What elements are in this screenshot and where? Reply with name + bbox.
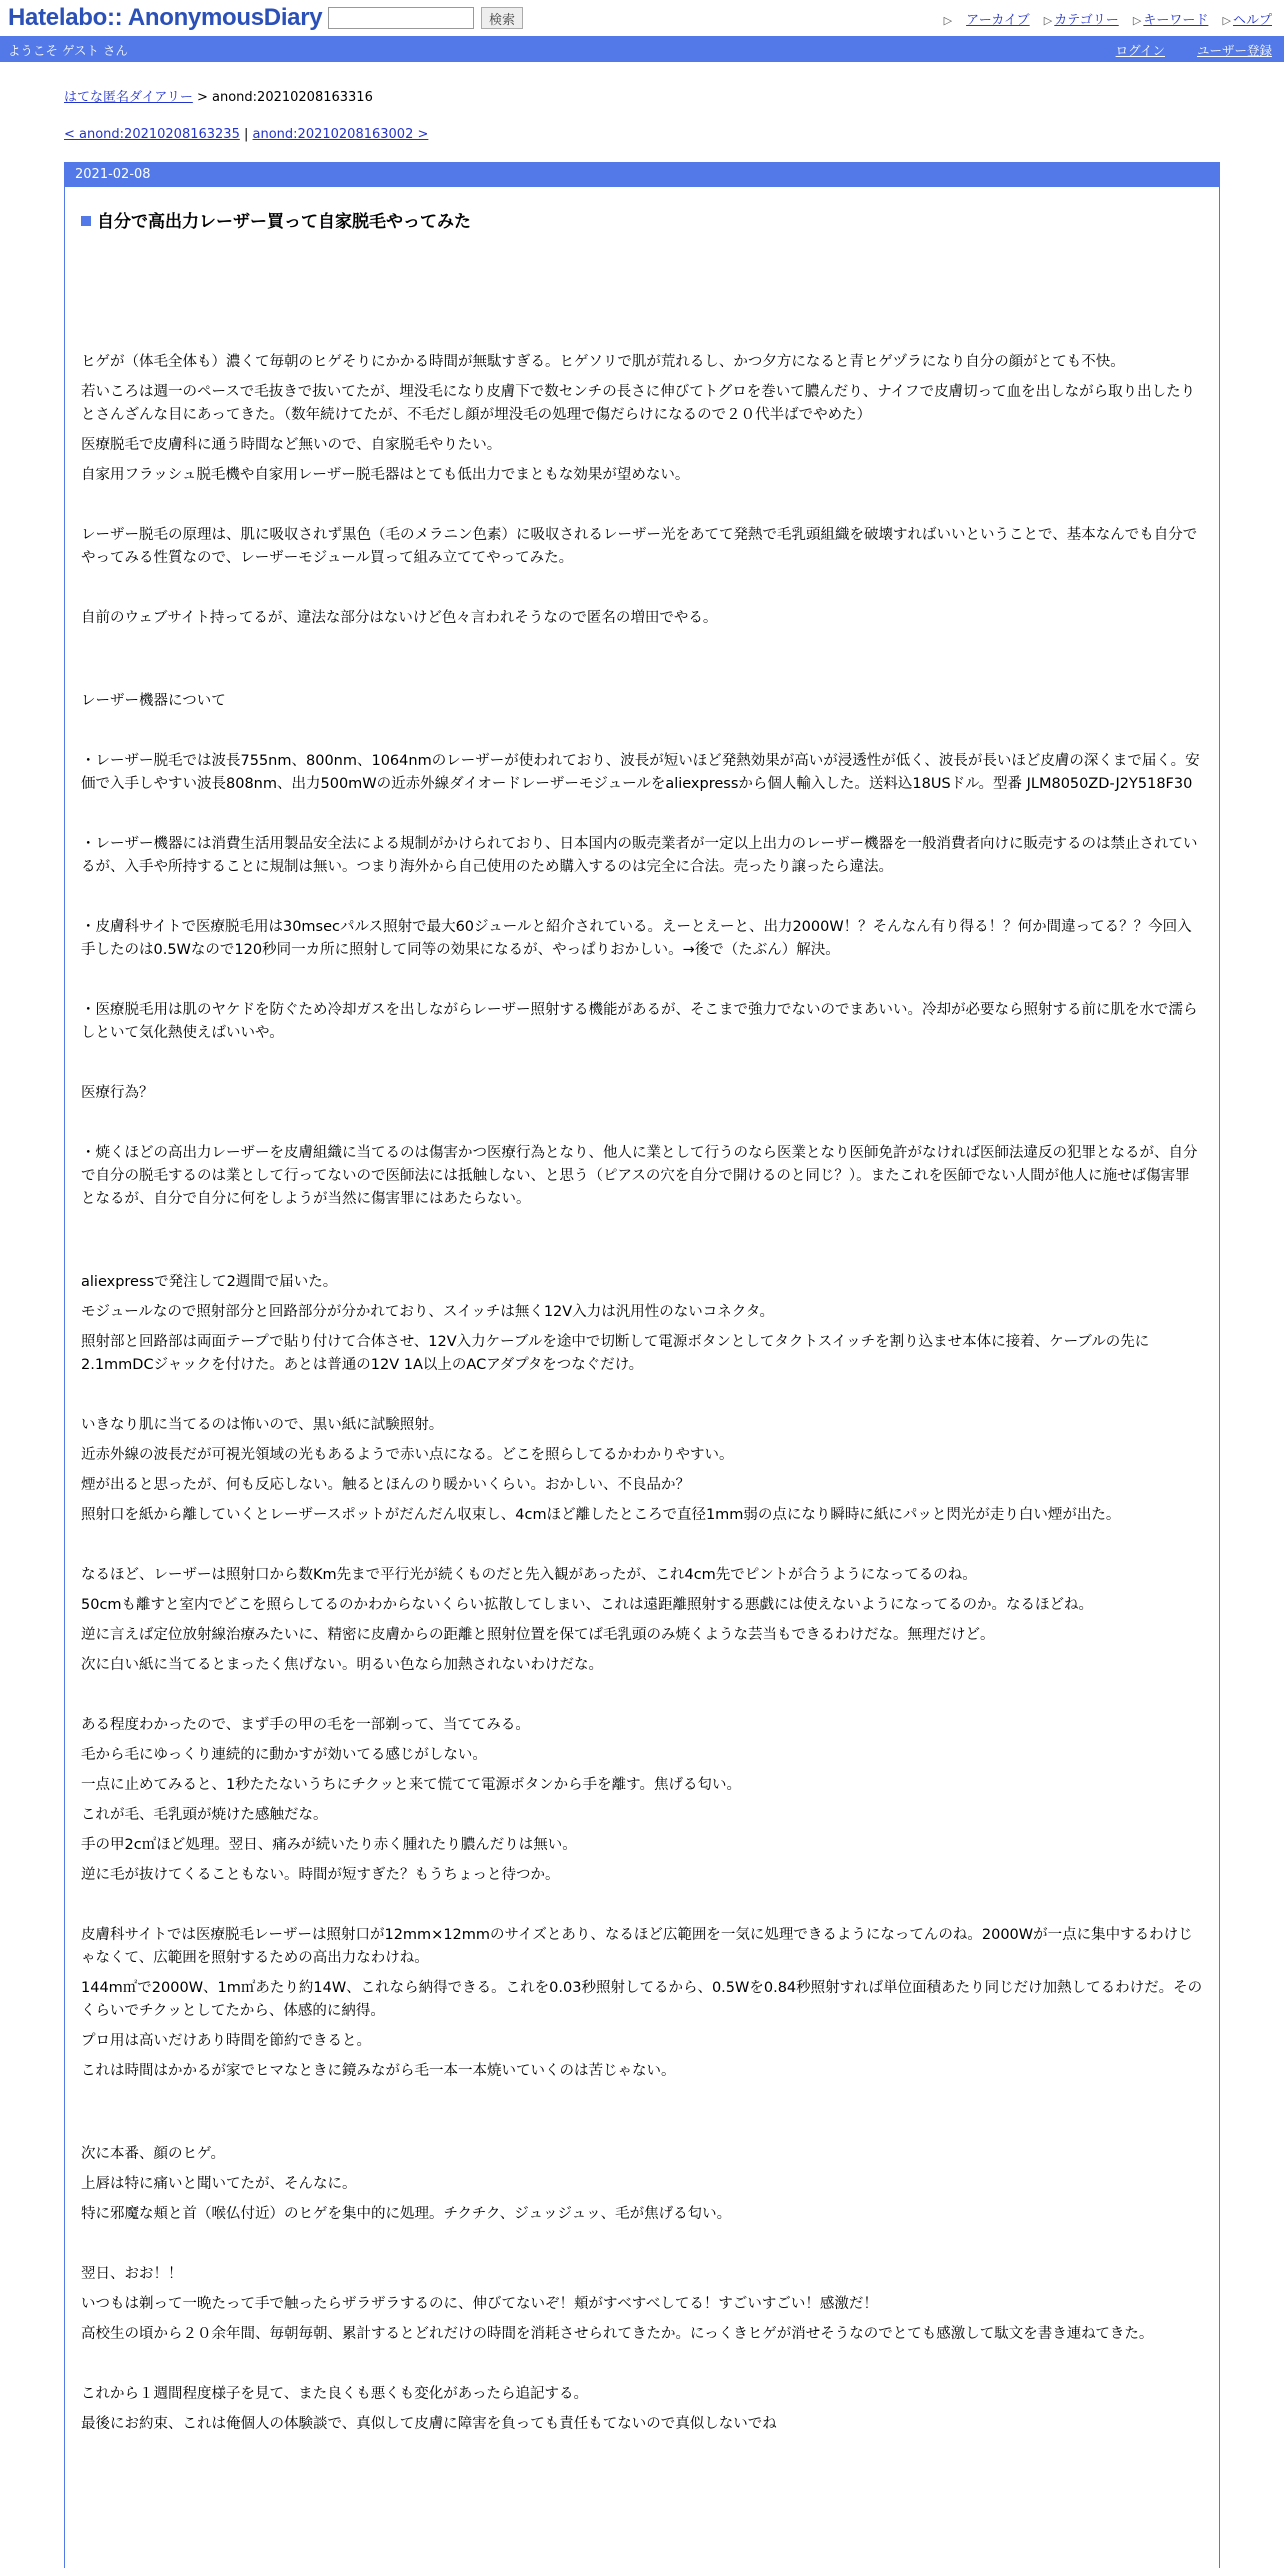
login-link[interactable]: ログイン bbox=[1115, 43, 1165, 58]
paragraph: ・レーザー機器には消費生活用製品安全法による規制がかけられており、日本国内の販売業者が一定以上出力のレーザー機器を一般消費者向けに販売するのは禁止されているが、入手や所持することに規制は無い。つまり海外から自己使用のため購入するのは完全に合法。売ったり譲ったら違法。 bbox=[81, 836, 1198, 875]
search-input[interactable] bbox=[328, 7, 474, 29]
paragraph: 毛から毛にゆっくり連続的に動かすが効いてる感じがしない。 bbox=[81, 1747, 487, 1763]
pager-separator: | bbox=[239, 127, 253, 142]
paragraph: 皮膚科サイトでは医療脱毛レーザーは照射口が12mm×12mmのサイズとあり、なるほど広範囲を一気に処理できるようになってんのね。2000Wが一点に集中するわけじゃなくて、広範囲を照射するための高出力なわけね。 bbox=[81, 1927, 1193, 1966]
paragraph: プロ用は高いだけあり時間を節約できると。 bbox=[81, 2033, 371, 2049]
spacer bbox=[81, 1384, 1203, 1414]
breadcrumb-home[interactable]: はてな匿名ダイアリー bbox=[64, 90, 193, 105]
arrow-icon: ▷ bbox=[1222, 14, 1231, 27]
paragraph: なるほど、レーザーは照射口から数Km先まで平行光が続くものだと先入観があったが、これ4cm先でピントが合うようになってるのね。 bbox=[81, 1567, 977, 1583]
header-links bbox=[944, 9, 1272, 28]
paragraph: 照射口を紙から離していくとレーザースポットがだんだん収束し、4cmほど離したところで直径1mm弱の点になり瞬時に紙にパッと閃光が走り白い煙が出た。 bbox=[81, 1507, 1121, 1523]
paragraph: 一点に止めてみると、1秒たたないうちにチクッと来て慌てて電源ボタンから手を離す。焦げる匂い。 bbox=[81, 1777, 741, 1793]
paragraph: ヒゲが（体毛全体も）濃くて毎朝のヒゲそりにかかる時間が無駄すぎる。ヒゲソリで肌が荒れるし、かつ夕方になると青ヒゲヅラになり自分の顔がとても不快。 bbox=[81, 354, 1125, 370]
paragraph: ・皮膚科サイトで医療脱毛用は30msecパルス照射で最大60ジュールと紹介されている。えーとえーと、出力2000W！？そんなん有り得る！？何か間違ってる？？今回入手したのは0.5Wなので120秒同一カ所に照射して同等の効果になるが、やっぱりおかしい。→後で（たぶん）解決。 bbox=[81, 919, 1192, 958]
entry-body bbox=[81, 351, 1203, 2443]
diary-entry bbox=[64, 162, 1220, 2568]
paragraph: 自家用フラッシュ脱毛機や自家用レーザー脱毛器はとても低出力でまともな効果が望めない。 bbox=[81, 467, 690, 483]
paragraph: 照射部と回路部は両面テープで貼り付けて合体させ、12V入力ケーブルを途中で切断して電源ボタンとしてタクトスイッチを割り込ませ本体に接着、ケーブルの先に2.1mmDCジャックを付けた。あとは普通の12V 1A以上のACアダプタをつなぐだけ。 bbox=[81, 1334, 1150, 1373]
spacer bbox=[81, 720, 1203, 750]
paragraph: ある程度わかったので、まず手の甲の毛を一部剃って、当ててみる。 bbox=[81, 1717, 530, 1733]
spacer bbox=[81, 803, 1203, 833]
paragraph: ・医療脱毛用は肌のヤケドを防ぐため冷却ガスを出しながらレーザー照射する機能があるが、そこまで強力でないのでまあいい。冷却が必要なら照射する前に肌を水で濡らしといて気化熱使えばいいや。 bbox=[81, 1002, 1198, 1041]
spacer bbox=[81, 1894, 1203, 1924]
spacer bbox=[81, 2353, 1203, 2383]
entry-title-text: 自分で高出力レーザー買って自家脱毛やってみた bbox=[97, 212, 471, 232]
paragraph: 特に邪魔な頬と首（喉仏付近）のヒゲを集中的に処理。チクチク、ジュッジュッ、毛が焦げる匂い。 bbox=[81, 2206, 732, 2222]
next-entry-link[interactable]: anond:20210208163002 > bbox=[252, 127, 429, 142]
breadcrumb-separator: > bbox=[192, 90, 213, 105]
paragraph: これが毛、毛乳頭が焼けた感触だな。 bbox=[81, 1807, 328, 1823]
spacer bbox=[81, 1684, 1203, 1714]
paragraph: モジュールなので照射部分と回路部分が分かれており、スイッチは無く12V入力は汎用性のないコネクタ。 bbox=[81, 1304, 775, 1320]
paragraph: 最後にお約束、これは俺個人の体験談で、真似して皮膚に障害を負っても責任もてないので真似しないでね bbox=[81, 2416, 777, 2432]
arrow-icon: ▷ bbox=[1132, 14, 1142, 27]
keyword-link[interactable]: キーワード bbox=[1143, 13, 1209, 28]
paragraph: 近赤外線の波長だが可視光領域の光もあるようで赤い点になる。どこを照らしてるかわかりやすい。 bbox=[81, 1447, 734, 1463]
help-link[interactable]: ヘルプ bbox=[1232, 13, 1272, 28]
welcome-text: ようこそ ゲスト さん bbox=[8, 43, 128, 58]
paragraph: 煙が出ると思ったが、何も反応しない。触るとほんのり暖かいくらい。おかしい、不良品か？ bbox=[81, 1477, 690, 1493]
site-header bbox=[0, 0, 1284, 36]
paragraph: これは時間はかかるが家でヒマなときに鏡みながら毛一本一本焼いていくのは苦じゃない。 bbox=[81, 2063, 676, 2079]
spacer bbox=[81, 2090, 1203, 2143]
prev-entry-link[interactable]: < anond:20210208163235 bbox=[64, 127, 240, 142]
entry-title bbox=[81, 207, 471, 232]
spacer bbox=[81, 2233, 1203, 2263]
section-heading: レーザー機器について bbox=[81, 693, 226, 709]
spacer bbox=[81, 1052, 1203, 1082]
paragraph: レーザー脱毛の原理は、肌に吸収されず黒色（毛のメラニン色素）に吸収されるレーザー光をあてて発熱で毛乳頭組織を破壊すればいいということで、基本なんでも自分でやってみる性質なので、レーザーモジュール買って組み立ててやってみた。 bbox=[81, 527, 1198, 566]
arrow-icon: ▷ bbox=[943, 14, 953, 27]
register-link[interactable]: ユーザー登録 bbox=[1196, 43, 1272, 58]
archive-link[interactable]: アーカイブ bbox=[966, 13, 1030, 28]
spacer bbox=[81, 494, 1203, 524]
paragraph: 逆に言えば定位放射線治療みたいに、精密に皮膚からの距離と照射位置を保てば毛乳頭のみ焼くような芸当もできるわけだな。無理だけど。 bbox=[81, 1627, 995, 1643]
paragraph: 上唇は特に痛いと聞いてたが、そんなに。 bbox=[81, 2176, 357, 2192]
paragraph: いきなり肌に当てるのは怖いので、黒い紙に試験照射。 bbox=[81, 1417, 444, 1433]
paragraph: 逆に毛が抜けてくることもない。時間が短すぎた？もうちょっと待つか。 bbox=[81, 1867, 560, 1883]
paragraph: 医療脱毛で皮膚科に通う時間など無いので、自家脱毛やりたい。 bbox=[81, 437, 502, 453]
entry-date: 2021-02-08 bbox=[65, 163, 1219, 187]
paragraph: 144m㎡で2000W、1m㎡あたり約14W、これなら納得できる。これを0.03秒照射してるから、0.5Wを0.84秒照射すれば単位面積あたり同じだけ加熱してるわけだ。そのくらいでチクッとしてたから、体感的に納得。 bbox=[81, 1980, 1203, 2019]
entry-pager bbox=[64, 127, 428, 142]
paragraph: 次に白い紙に当てるとまったく焦げない。明るい色なら加熱されないわけだな。 bbox=[81, 1657, 603, 1673]
section-heading: 医療行為？ bbox=[81, 1085, 154, 1101]
paragraph: ・レーザー脱毛では波長755nm、800nm、1064nmのレーザーが使われており、波長が短いほど発熱効果が高いが浸透性が低く、波長が長いほど皮膚の深くまで届く。安価で入手しやすい波長808nm、出力500mWの近赤外線ダイオードレーザーモジュールをaliexpressから個人輸入した。送料込18USドル。型番 JLM8050ZD-J2Y518F30 bbox=[81, 753, 1200, 792]
paragraph: ・焼くほどの高出力レーザーを皮膚組織に当てるのは傷害かつ医療行為となり、他人に業として行うのなら医業となり医師免許がなければ医師法違反の犯罪となるが、自分で自分の脱毛するのは業として行ってないので医師法には抵触しない、と思う（ピアスの穴を自分で開けるのと同じ？）。またこれを医師でない人間が他人に施せば傷害罪となるが、自分で自分に何をしようが当然に傷害罪にはあたらない。 bbox=[81, 1145, 1198, 1207]
paragraph: 翌日、おお！！ bbox=[81, 2266, 183, 2282]
paragraph: 高校生の頃から２０余年間、毎朝毎朝、累計するとどれだけの時間を消耗させられてきたか。にっくきヒゲが消せそうなのでとても感激して駄文を書き連ねてきた。 bbox=[81, 2326, 1154, 2342]
spacer bbox=[81, 1218, 1203, 1271]
square-icon[interactable] bbox=[81, 216, 91, 226]
paragraph: 次に本番、顔のヒゲ。 bbox=[81, 2146, 225, 2162]
paragraph: aliexpressで発注して2週間で届いた。 bbox=[81, 1274, 338, 1290]
breadcrumb bbox=[64, 86, 373, 105]
paragraph: 若いころは週一のペースで毛抜きで抜いてたが、埋没毛になり皮膚下で数センチの長さに伸びてトグロを巻いて膿んだり、ナイフで皮膚切って血を出しながら取り出したりとさんざんな目にあってきた。（数年続けてたが、不毛だし顔が埋没毛の処理で傷だらけになるので２０代半ばでやめた） bbox=[81, 384, 1196, 423]
user-bar bbox=[0, 36, 1284, 62]
spacer bbox=[81, 969, 1203, 999]
paragraph: 自前のウェブサイト持ってるが、違法な部分はないけど色々言われそうなので匿名の増田でやる。 bbox=[81, 610, 718, 626]
spacer bbox=[81, 1112, 1203, 1142]
search-button[interactable]: 検索 bbox=[481, 7, 523, 29]
paragraph: いつもは剃って一晩たって手で触ったらザラザラするのに、伸びてないぞ！頬がすべすべしてる！すごいすごい！感激だ！ bbox=[81, 2296, 878, 2312]
arrow-icon: ▷ bbox=[1043, 14, 1053, 27]
paragraph: 50cmも離すと室内でどこを照らしてるのかわからないくらい拡散してしまい、これは遠距離照射する悪戯には使えないようになってるのか。なるほどね。 bbox=[81, 1597, 1094, 1613]
breadcrumb-current: anond:20210208163316 bbox=[212, 90, 373, 105]
spacer bbox=[81, 886, 1203, 916]
site-logo[interactable]: Hatelabo:: AnonymousDiary bbox=[8, 4, 323, 31]
spacer bbox=[81, 1534, 1203, 1564]
spacer bbox=[81, 577, 1203, 607]
paragraph: 手の甲2c㎡ほど処理。翌日、痛みが続いたり赤く腫れたり膿んだりは無い。 bbox=[81, 1837, 577, 1853]
paragraph: これから１週間程度様子を見て、また良くも悪くも変化があったら追記する。 bbox=[81, 2386, 589, 2402]
category-link[interactable]: カテゴリー bbox=[1054, 13, 1119, 28]
spacer bbox=[81, 637, 1203, 690]
